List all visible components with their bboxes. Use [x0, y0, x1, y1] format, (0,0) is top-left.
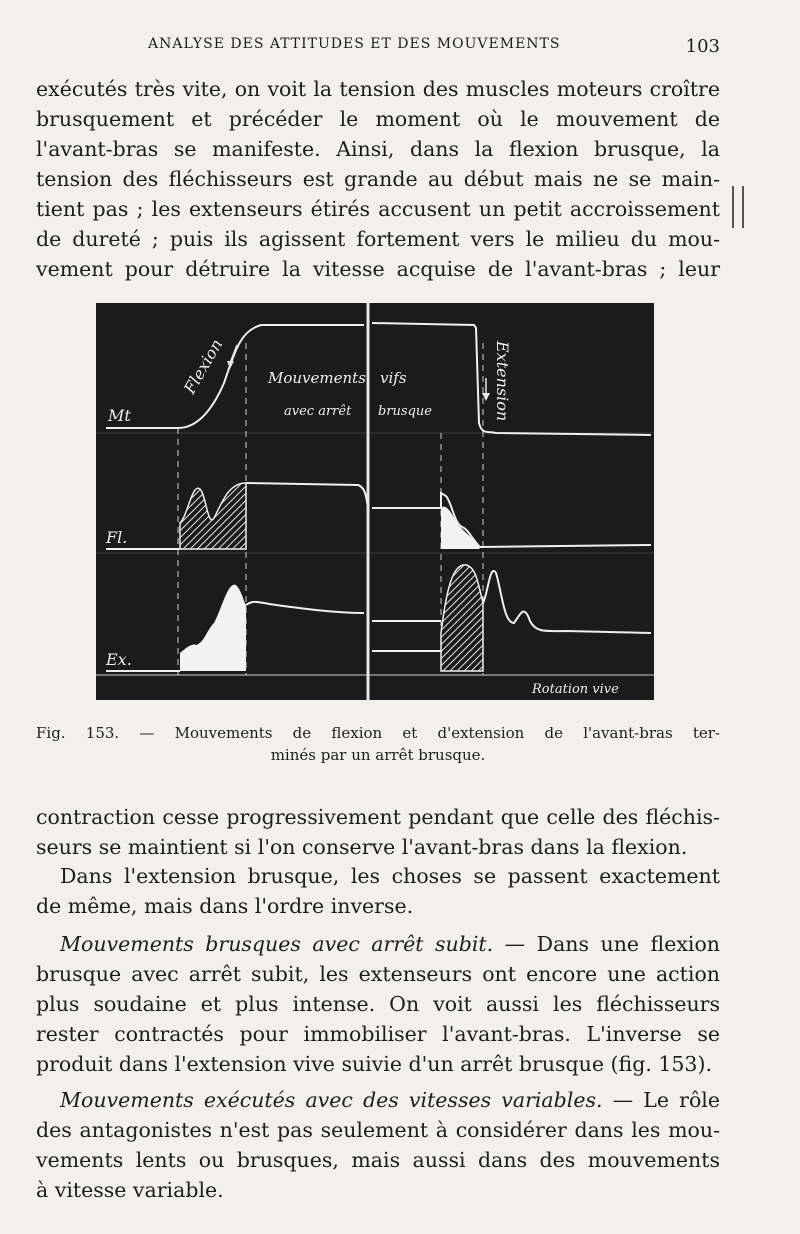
paragraph-mouvements-brusques — [36, 929, 720, 1079]
text-line: contraction cesse progressivement pendant que celle des fléchis- — [36, 805, 720, 829]
rotation-label: Rotation vive — [532, 682, 619, 697]
paragraph-vitesses-variables — [36, 1085, 720, 1205]
margin-mark — [732, 186, 744, 228]
text-line: brusque avec arrêt subit, les extenseurs ont encore une action — [36, 962, 720, 986]
text-line: tient pas ; les extenseurs étirés accusent un petit accroissement — [36, 197, 720, 221]
text-line: de même, mais dans l'ordre inverse. — [36, 894, 414, 918]
figure-caption — [36, 722, 720, 766]
running-title: ANALYSE DES ATTITUDES ET DES MOUVEMENTS — [148, 36, 561, 52]
text-line — [36, 929, 720, 959]
caption-line-2: minés par un arrêt brusque. — [270, 746, 486, 764]
running-header — [40, 36, 720, 58]
text-line: exécutés très vite, on voit la tension des muscles moteurs croître — [36, 77, 720, 101]
text-fragment: — Dans une flexion — [493, 932, 720, 956]
text-line — [36, 1085, 720, 1115]
fl-hatched-area — [180, 483, 246, 549]
section-title-brusques: Mouvements brusques avec arrêt subit. — [60, 932, 494, 956]
mouvements-label: Mouvements — [268, 369, 366, 387]
page-number: 103 — [685, 36, 720, 57]
caption-line-1: Fig. 153. — Mouvements de flexion et d'extension de l'avant-bras ter- — [36, 724, 720, 742]
myograph-tracing — [96, 303, 654, 700]
text-line: vement pour détruire la vitesse acquise de l'avant-bras ; leur — [36, 257, 720, 281]
text-line: rester contractés pour immobiliser l'avant-bras. L'inverse se — [36, 1022, 720, 1046]
section-title-variables: Mouvements exécutés avec des vitesses variables. — [60, 1088, 603, 1112]
brusque-label: brusque — [378, 404, 432, 419]
ex-hatched-area — [441, 565, 483, 671]
text-line: l'avant-bras se manifeste. Ainsi, dans la flexion brusque, la — [36, 137, 720, 161]
text-line: de dureté ; puis ils agissent fortement vers le milieu du mou- — [36, 227, 720, 251]
text-line: plus soudaine et plus intense. On voit aussi les fléchisseurs — [36, 992, 720, 1016]
extension-label: Extension — [493, 341, 512, 422]
text-line: produit dans l'extension vive suivie d'un arrêt brusque (fig. 153). — [36, 1052, 712, 1076]
text-fragment: — Le rôle — [602, 1088, 720, 1112]
flexion-label: Flexion — [180, 335, 227, 397]
avec-arret-label: avec arrêt — [284, 404, 352, 419]
fl-white-area — [441, 507, 480, 549]
paragraph-extension — [36, 861, 720, 921]
ex-trace-after — [483, 571, 651, 633]
text-line: vements lents ou brusques, mais aussi dans des mouvements — [36, 1148, 720, 1172]
text-line: Dans l'extension brusque, les choses se passent exactement — [60, 864, 720, 888]
text-line: à vitesse variable. — [36, 1178, 224, 1202]
text-line: brusquement et précéder le moment où le mouvement de — [36, 107, 720, 131]
ex-white-area — [180, 585, 246, 671]
fl-trace-right — [372, 493, 651, 547]
fl-label: Fl. — [106, 528, 128, 547]
paragraph-contraction — [36, 802, 720, 862]
text-line: tension des fléchisseurs est grande au début mais ne se main- — [36, 167, 720, 191]
paragraph-top — [36, 74, 720, 284]
mt-label: Mt — [108, 406, 131, 425]
text-line: des antagonistes n'est pas seulement à considérer dans les mou- — [36, 1118, 720, 1142]
vifs-label: vifs — [380, 369, 407, 387]
figure-153 — [96, 303, 654, 700]
ex-label: Ex. — [106, 650, 132, 669]
text-line: seurs se maintient si l'on conserve l'avant-bras dans la flexion. — [36, 835, 688, 859]
